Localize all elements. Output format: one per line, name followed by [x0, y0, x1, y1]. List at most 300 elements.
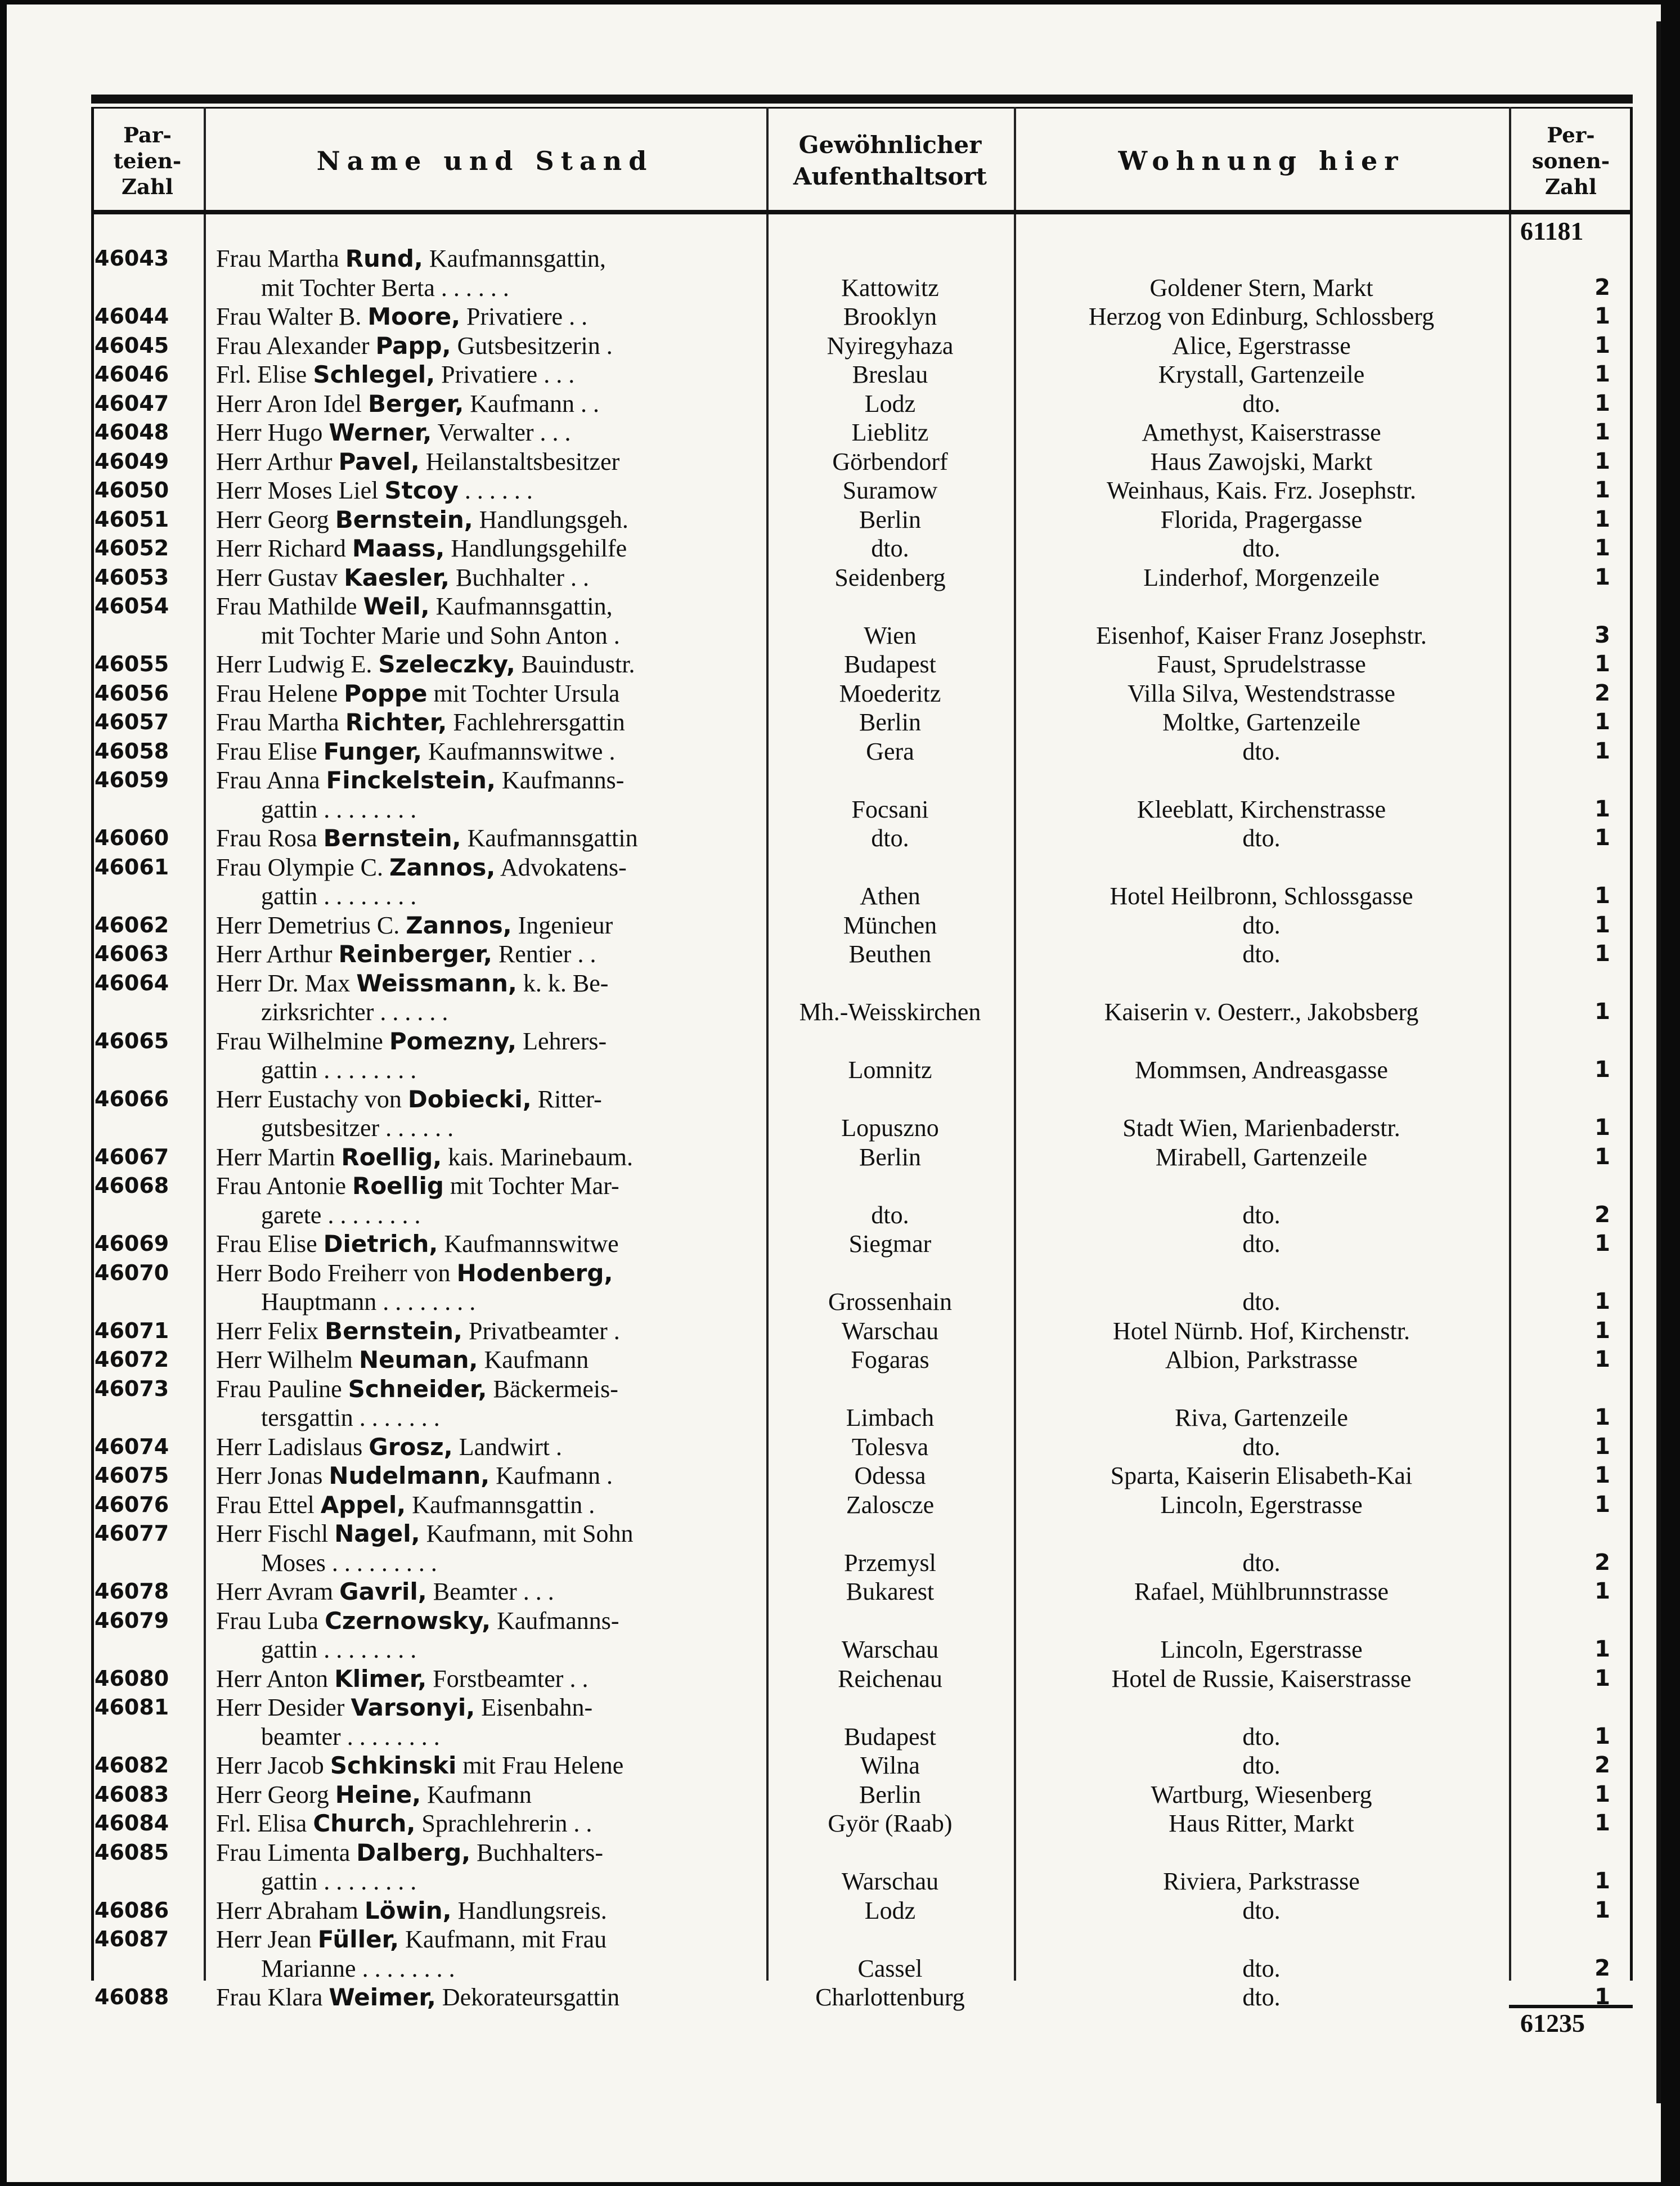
- name-and-status: [204, 534, 766, 563]
- entries-list: [91, 216, 1633, 2012]
- usual-residence-text: Grossenhain: [828, 1288, 952, 1316]
- surname: Füller,: [317, 1925, 399, 1953]
- party-number: 46067: [95, 1144, 169, 1169]
- lodging-here: [1014, 1983, 1509, 2012]
- person-count: [1509, 505, 1633, 535]
- name-suffix: Buchhalters-: [470, 1838, 603, 1866]
- person-count: [1509, 418, 1633, 447]
- lodging-here-text: dto.: [1242, 1548, 1281, 1577]
- party-number: 46056: [95, 680, 169, 706]
- usual-residence: [766, 1433, 1014, 1462]
- party-number: 46078: [95, 1579, 169, 1604]
- name-and-status: [204, 1461, 766, 1491]
- name-line: [216, 708, 625, 736]
- person-count-value: 2: [1594, 274, 1610, 300]
- person-count-value: 1: [1594, 1115, 1610, 1141]
- lodging-here: [1014, 1345, 1509, 1375]
- person-count-value: 1: [1594, 535, 1610, 561]
- name-suffix: Landwirt .: [452, 1433, 562, 1461]
- party-number: 46061: [95, 854, 169, 879]
- person-count: [1509, 911, 1633, 940]
- name-and-status: [204, 1519, 766, 1577]
- surname: Papp,: [375, 331, 451, 360]
- name-prefix: Herr Eustachy von: [216, 1085, 408, 1113]
- usual-residence-text: Seidenberg: [834, 563, 946, 591]
- party-number: 46045: [95, 333, 169, 358]
- name-prefix: Frau Walter B.: [216, 303, 368, 330]
- name-and-status: [204, 650, 766, 679]
- person-count-value: 1: [1594, 332, 1610, 358]
- person-count: [1509, 1461, 1633, 1491]
- usual-residence: [766, 1925, 1014, 1983]
- person-count: [1509, 1259, 1633, 1317]
- surname: Varsonyi,: [351, 1694, 475, 1721]
- table-row: [91, 244, 1633, 302]
- party-number: 46066: [95, 1086, 169, 1111]
- name-prefix: Frau Alexander: [216, 331, 376, 360]
- usual-residence: [766, 1751, 1014, 1780]
- surname: Schkinski: [330, 1752, 457, 1779]
- lodging-here: [1014, 969, 1509, 1027]
- person-count-value: 1: [1594, 1723, 1610, 1749]
- name-suffix: Handlungsreis.: [451, 1896, 607, 1924]
- person-count-value: 1: [1594, 1289, 1610, 1314]
- name-suffix: Heilanstaltsbesitzer: [419, 447, 620, 475]
- carry-over-row: [91, 216, 1633, 244]
- lodging-here-text: dto.: [1242, 535, 1281, 562]
- name-continuation: zirksrichter . . . . . .: [261, 998, 448, 1026]
- person-count-value: 1: [1594, 1057, 1610, 1083]
- name-and-status: [204, 1896, 766, 1925]
- table-row: [91, 1780, 1633, 1810]
- name-prefix: Herr Aron Idel: [216, 389, 369, 418]
- lodging-here-text: dto.: [1242, 1201, 1281, 1229]
- surname: Appel,: [320, 1491, 406, 1519]
- table-row: [91, 1461, 1633, 1491]
- table-row: [91, 766, 1633, 824]
- surname: Grosz,: [369, 1433, 453, 1461]
- usual-residence: [766, 1085, 1014, 1143]
- party-number: 46053: [95, 564, 169, 590]
- name-and-status: [204, 766, 766, 824]
- usual-residence-text: Athen: [860, 882, 920, 910]
- name-line: [216, 245, 606, 272]
- lodging-here-text: Weinhaus, Kais. Frz. Josephstr.: [1106, 477, 1417, 504]
- name-and-status: [204, 1983, 766, 2012]
- usual-residence-text: Warschau: [841, 1868, 939, 1895]
- person-count: [1509, 1925, 1633, 1983]
- name-prefix: Frau Antonie: [216, 1172, 352, 1200]
- name-prefix: Frau Elise: [216, 1230, 324, 1258]
- name-prefix: Herr Dr. Max: [216, 969, 357, 997]
- usual-residence: [766, 360, 1014, 389]
- person-count-value: 1: [1594, 448, 1610, 474]
- lodging-here-text: dto.: [1242, 737, 1281, 765]
- usual-residence-text: Budapest: [844, 1722, 936, 1750]
- name-line: [216, 1578, 554, 1605]
- name-and-status: [204, 940, 766, 969]
- name-line: [216, 1925, 607, 1953]
- usual-residence-text: Mh.-Weisskirchen: [799, 998, 981, 1026]
- lodging-here: [1014, 824, 1509, 853]
- lodging-here: [1014, 302, 1509, 331]
- table-row: [91, 1838, 1633, 1896]
- party-number: 46075: [95, 1463, 169, 1488]
- person-count-value: 1: [1594, 1897, 1610, 1923]
- name-and-status: [204, 563, 766, 592]
- name-prefix: Frau Rosa: [216, 824, 324, 852]
- usual-residence: [766, 679, 1014, 708]
- name-line: [216, 1839, 603, 1866]
- name-and-status: [204, 1491, 766, 1520]
- party-number: 46079: [95, 1608, 169, 1633]
- table-row: [91, 824, 1633, 853]
- person-count-value: 1: [1594, 1404, 1610, 1430]
- lodging-here-text: Albion, Parkstrasse: [1165, 1346, 1358, 1373]
- surname: Berger,: [368, 389, 464, 418]
- lodging-here-text: Krystall, Gartenzeile: [1158, 361, 1365, 388]
- name-continuation: mit Tochter Marie und Sohn Anton .: [261, 621, 620, 649]
- person-count-value: 1: [1594, 1346, 1610, 1372]
- table-row: [91, 1925, 1633, 1983]
- name-prefix: Herr Georg: [216, 505, 335, 533]
- table-row: [91, 505, 1633, 535]
- surname: Nudelmann,: [329, 1462, 490, 1489]
- table-row: [91, 1577, 1633, 1606]
- surname: Weissmann,: [356, 969, 517, 997]
- lodging-here: [1014, 1693, 1509, 1751]
- table-row: [91, 1809, 1633, 1838]
- lodging-here-text: Wartburg, Wiesenberg: [1151, 1780, 1372, 1808]
- usual-residence: [766, 1259, 1014, 1317]
- table-row: [91, 1375, 1633, 1433]
- usual-residence-text: Moederitz: [839, 679, 941, 707]
- lodging-here: [1014, 708, 1509, 737]
- party-number: 46072: [95, 1347, 169, 1372]
- name-line: [216, 448, 619, 475]
- name-line: [216, 564, 589, 591]
- lodging-here: [1014, 1085, 1509, 1143]
- name-continuation: Hauptmann . . . . . . . .: [261, 1288, 476, 1316]
- name-continuation: mit Tochter Berta . . . . . .: [261, 273, 509, 302]
- person-count-value: 1: [1594, 1781, 1610, 1807]
- table-row: [91, 302, 1633, 331]
- person-count-value: 2: [1594, 1955, 1610, 1981]
- usual-residence-text: dto.: [871, 1201, 909, 1229]
- usual-residence-text: Györ (Raab): [828, 1810, 953, 1837]
- party-number: 46065: [95, 1028, 169, 1053]
- name-suffix: mit Frau Helene: [456, 1752, 624, 1779]
- party-number: 46086: [95, 1897, 169, 1923]
- party-number: 46081: [95, 1695, 169, 1720]
- table-row: [91, 418, 1633, 447]
- surname: Schneider,: [348, 1375, 487, 1403]
- lodging-here: [1014, 1751, 1509, 1780]
- lodging-here-text: Kaiserin v. Oesterr., Jakobsberg: [1104, 998, 1419, 1026]
- person-count-value: 1: [1594, 651, 1610, 677]
- usual-residence: [766, 534, 1014, 563]
- usual-residence-text: Limbach: [846, 1404, 935, 1431]
- lodging-here: [1014, 1809, 1509, 1838]
- name-line: [216, 854, 627, 881]
- person-count-value: 2: [1594, 680, 1610, 706]
- name-and-status: [204, 244, 766, 302]
- lodging-here-text: Villa Silva, Westendstrasse: [1128, 679, 1395, 707]
- person-count: [1509, 534, 1633, 563]
- table-row: [91, 1606, 1633, 1664]
- lodging-here-text: Goldener Stern, Markt: [1149, 273, 1373, 302]
- lodging-here-text: dto.: [1242, 1433, 1281, 1461]
- name-prefix: Frau Wilhelmine: [216, 1027, 389, 1055]
- name-prefix: Herr Wilhelm: [216, 1346, 360, 1373]
- table-row: [91, 679, 1633, 708]
- name-suffix: Kaufmanns-: [491, 1606, 619, 1635]
- person-count: [1509, 1838, 1633, 1896]
- name-line: [216, 1085, 602, 1113]
- usual-residence: [766, 940, 1014, 969]
- name-continuation: gattin . . . . . . . .: [261, 1636, 417, 1663]
- name-line: [216, 477, 533, 504]
- name-prefix: Herr Avram: [216, 1578, 340, 1605]
- person-count-value: 1: [1594, 390, 1610, 416]
- table-row: [91, 447, 1633, 477]
- person-count-value: 1: [1594, 738, 1610, 764]
- person-count: [1509, 592, 1633, 650]
- usual-residence-text: Brooklyn: [843, 303, 937, 330]
- person-count: [1509, 824, 1633, 853]
- surname: Pomezny,: [389, 1027, 517, 1055]
- header-rule: [91, 210, 1633, 214]
- person-count: [1509, 853, 1633, 911]
- party-number: 46064: [95, 970, 169, 995]
- table-row: [91, 708, 1633, 737]
- name-continuation: gattin . . . . . . . .: [261, 1868, 417, 1895]
- lodging-here-text: Kleeblatt, Kirchenstrasse: [1137, 795, 1386, 823]
- lodging-here: [1014, 1896, 1509, 1925]
- usual-residence-text: dto.: [871, 824, 909, 852]
- table-row: [91, 940, 1633, 969]
- name-prefix: Frau Mathilde: [216, 592, 363, 620]
- person-count-value: 1: [1594, 1868, 1610, 1894]
- usual-residence: [766, 1780, 1014, 1810]
- usual-residence-text: Cassel: [857, 1954, 923, 1982]
- table-row: [91, 1896, 1633, 1925]
- party-number: 46050: [95, 478, 169, 502]
- person-count-value: 2: [1594, 1549, 1610, 1575]
- name-prefix: Herr Arthur: [216, 940, 339, 968]
- name-suffix: Fachlehrersgattin: [447, 708, 625, 736]
- usual-residence: [766, 592, 1014, 650]
- person-count: [1509, 1171, 1633, 1229]
- person-count-value: 1: [1594, 1143, 1610, 1170]
- name-continuation: garete . . . . . . . .: [261, 1201, 421, 1229]
- person-count: [1509, 1345, 1633, 1375]
- person-count-value: 1: [1594, 303, 1610, 329]
- lodging-here: [1014, 1577, 1509, 1606]
- name-line: [216, 1433, 562, 1461]
- name-and-status: [204, 360, 766, 389]
- lodging-here: [1014, 1491, 1509, 1520]
- name-suffix: mit Tochter Mar-: [443, 1172, 619, 1200]
- surname: Church,: [313, 1810, 416, 1837]
- usual-residence: [766, 824, 1014, 853]
- usual-residence-text: Berlin: [859, 708, 921, 736]
- person-count: [1509, 360, 1633, 389]
- usual-residence: [766, 302, 1014, 331]
- lodging-here-text: dto.: [1242, 389, 1281, 418]
- name-prefix: Herr Demetrius C.: [216, 911, 406, 939]
- lodging-here-text: Faust, Sprudelstrasse: [1157, 650, 1366, 678]
- name-suffix: Kaufmann: [421, 1780, 532, 1808]
- name-suffix: Eisenbahn-: [475, 1694, 593, 1721]
- name-line: [216, 419, 571, 446]
- name-and-status: [204, 1171, 766, 1229]
- person-count: [1509, 708, 1633, 737]
- table-row: [91, 389, 1633, 419]
- usual-residence: [766, 505, 1014, 535]
- name-and-status: [204, 1925, 766, 1983]
- usual-residence-text: Tolesva: [851, 1433, 929, 1461]
- usual-residence: [766, 1461, 1014, 1491]
- person-count: [1509, 1317, 1633, 1346]
- name-suffix: kais. Marinebaum.: [442, 1143, 633, 1171]
- name-and-status: [204, 1693, 766, 1751]
- usual-residence: [766, 389, 1014, 419]
- surname: Schlegel,: [313, 361, 435, 388]
- person-count-value: 1: [1594, 1491, 1610, 1518]
- name-line: [216, 1520, 633, 1547]
- name-and-status: [204, 592, 766, 650]
- person-count: [1509, 1751, 1633, 1780]
- name-line: [216, 1143, 633, 1171]
- surname: Moore,: [367, 303, 461, 330]
- name-prefix: Frau Olympie C.: [216, 853, 389, 881]
- person-count-value: 1: [1594, 1665, 1610, 1691]
- usual-residence-text: Reichenau: [838, 1664, 942, 1693]
- name-line: [216, 1810, 592, 1837]
- name-suffix: Kaufmann: [478, 1346, 589, 1373]
- person-count: [1509, 244, 1633, 302]
- name-line: [216, 1375, 618, 1403]
- table-row: [91, 737, 1633, 766]
- name-line: [216, 766, 624, 794]
- name-suffix: Handlungsgehilfe: [444, 535, 627, 562]
- party-number: 46083: [95, 1781, 169, 1807]
- lodging-here-text: Amethyst, Kaiserstrasse: [1142, 419, 1381, 446]
- name-and-status: [204, 708, 766, 737]
- document-page: [7, 5, 1661, 2182]
- lodging-here: [1014, 534, 1509, 563]
- person-count: [1509, 331, 1633, 361]
- name-continuation: beamter . . . . . . . .: [261, 1722, 440, 1750]
- surname: Weimer,: [329, 1983, 436, 2011]
- party-number: 46054: [95, 594, 169, 618]
- usual-residence: [766, 1143, 1014, 1172]
- usual-residence: [766, 969, 1014, 1027]
- surname: Gavril,: [339, 1578, 427, 1605]
- name-prefix: Herr Bodo Freiherr von: [216, 1259, 457, 1287]
- usual-residence-text: Focsani: [851, 795, 929, 823]
- person-count: [1509, 1606, 1633, 1664]
- lodging-here-text: Riviera, Parkstrasse: [1163, 1868, 1360, 1895]
- name-and-status: [204, 1375, 766, 1433]
- name-continuation: gutsbesitzer . . . . . .: [261, 1114, 454, 1142]
- person-count: [1509, 1780, 1633, 1810]
- surname: Dobiecki,: [407, 1085, 532, 1113]
- person-count: [1509, 1375, 1633, 1433]
- person-count: [1509, 766, 1633, 824]
- table-row: [91, 853, 1633, 911]
- usual-residence: [766, 650, 1014, 679]
- lodging-here-text: dto.: [1242, 1896, 1281, 1924]
- person-count-value: 1: [1594, 1231, 1610, 1256]
- lodging-here-text: Haus Ritter, Markt: [1169, 1810, 1354, 1837]
- surname: Szeleczky,: [378, 650, 515, 678]
- name-and-status: [204, 737, 766, 766]
- name-line: [216, 1897, 607, 1924]
- table-row: [91, 1317, 1633, 1346]
- name-prefix: Herr Gustav: [216, 563, 344, 591]
- name-prefix: Frau Klara: [216, 1983, 329, 2011]
- lodging-here: [1014, 331, 1509, 361]
- party-number: 46063: [95, 941, 169, 966]
- name-suffix: Kaufmann . .: [464, 389, 599, 418]
- usual-residence-text: Berlin: [859, 505, 921, 533]
- lodging-here-text: Hotel Nürnb. Hof, Kirchenstr.: [1113, 1317, 1410, 1345]
- usual-residence-text: Breslau: [852, 361, 928, 388]
- surname: Dalberg,: [356, 1838, 471, 1866]
- party-number: 46087: [95, 1927, 169, 1951]
- usual-residence: [766, 1983, 1014, 2012]
- usual-residence: [766, 1664, 1014, 1694]
- name-and-status: [204, 1085, 766, 1143]
- name-line: [216, 1983, 619, 2011]
- lodging-here: [1014, 1925, 1509, 1983]
- name-and-status: [204, 969, 766, 1027]
- name-suffix: Rentier . .: [492, 940, 596, 968]
- person-count: [1509, 1491, 1633, 1520]
- name-prefix: Frau Martha: [216, 245, 345, 272]
- lodging-here: [1014, 1229, 1509, 1259]
- name-suffix: k. k. Be-: [516, 969, 609, 997]
- name-and-status: [204, 1780, 766, 1810]
- party-number: 46074: [95, 1434, 169, 1459]
- party-number: 46071: [95, 1318, 169, 1343]
- name-line: [216, 650, 635, 678]
- name-prefix: Herr Jonas: [216, 1462, 329, 1489]
- name-prefix: Herr Richard: [216, 535, 352, 562]
- name-suffix: Privatbeamter .: [462, 1317, 620, 1345]
- table-row: [91, 1085, 1633, 1143]
- table-row: [91, 1433, 1633, 1462]
- lodging-here-text: Mirabell, Gartenzeile: [1155, 1143, 1368, 1171]
- lodging-here: [1014, 737, 1509, 766]
- name-line: [216, 535, 627, 562]
- person-count: [1509, 1664, 1633, 1694]
- lodging-here-text: Hotel Heilbronn, Schlossgasse: [1109, 882, 1413, 910]
- surname: Stcoy: [384, 477, 459, 504]
- name-suffix: Kaufmannsgattin .: [406, 1491, 595, 1519]
- party-number: 46082: [95, 1753, 169, 1777]
- party-number: 46057: [95, 710, 169, 734]
- name-and-status: [204, 476, 766, 505]
- surname: Roellig,: [341, 1143, 442, 1171]
- person-count: [1509, 650, 1633, 679]
- person-count-value: 2: [1594, 1201, 1610, 1228]
- name-and-status: [204, 1664, 766, 1694]
- name-line: [216, 1259, 613, 1287]
- party-number: 46046: [95, 362, 169, 387]
